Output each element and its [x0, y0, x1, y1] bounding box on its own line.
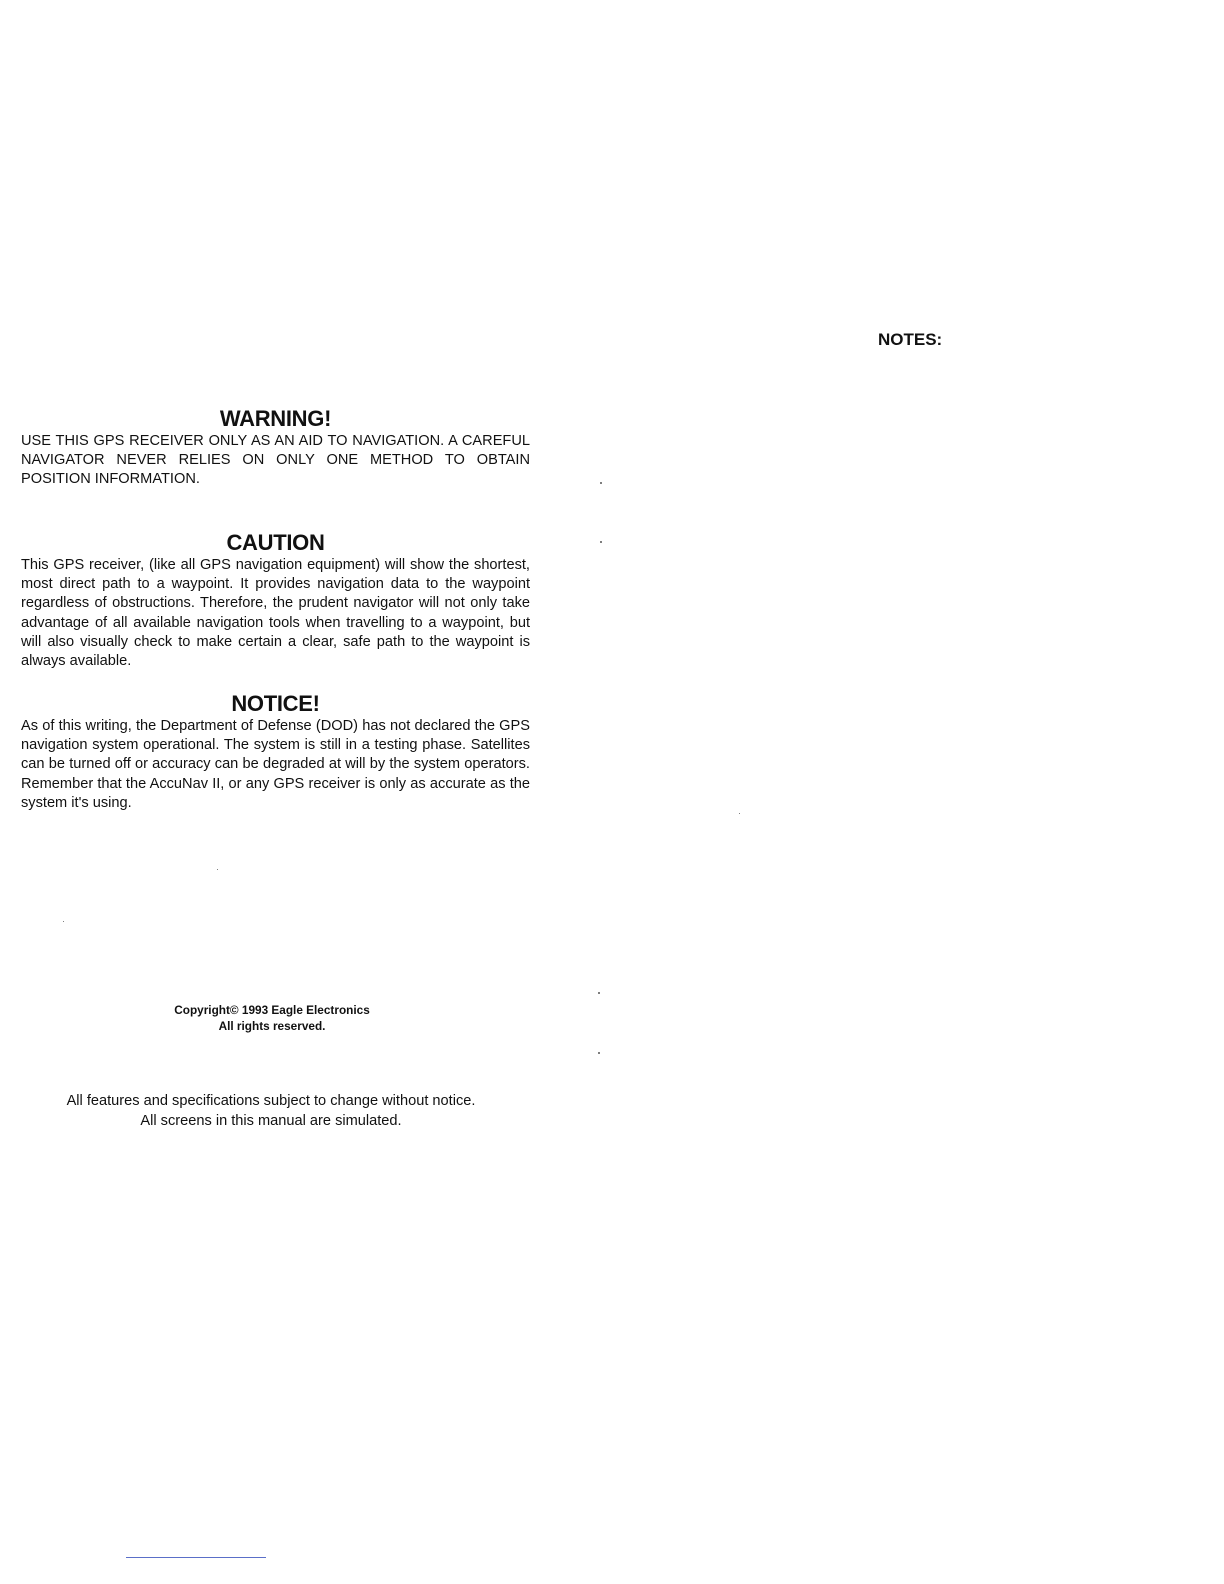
- warning-heading: WARNING!: [219, 406, 332, 431]
- warning-text: USE THIS GPS RECEIVER ONLY AS AN AID TO NAVIGATION. A CAREFUL NAVIGATOR NEVER RELIES ON ONLY ONE METHOD TO OBTAIN POSITION INFORMATION.: [21, 433, 530, 488]
- scan-speck: [739, 813, 740, 814]
- scan-speck: [598, 992, 600, 994]
- copyright-line: Copyright© 1993 Eagle Electronics: [174, 1003, 370, 1017]
- notice-text: As of this writing, the Department of Defense (DOD) has not declared the GPS navigation system operational. The system is still in a testing phase. Satellites can be turned off or accuracy can be degraded at will by the system operators. Remember that the AccuNav II, or any GPS receiver is only as accurate as the system it's using.: [21, 718, 530, 811]
- bottom-rule: [126, 1557, 266, 1558]
- scan-speck: [63, 921, 64, 922]
- disclaimer: [21, 1092, 521, 1131]
- caution-heading: CAUTION: [226, 530, 325, 555]
- notice-section: [21, 691, 530, 813]
- scan-speck: [600, 541, 602, 543]
- warning-section: [21, 406, 530, 490]
- notice-heading: NOTICE!: [231, 691, 320, 716]
- scan-speck: [598, 1052, 600, 1054]
- disclaimer-line-2: All screens in this manual are simulated.: [140, 1112, 402, 1129]
- disclaimer-line-1: All features and specifications subject to change without notice.: [66, 1093, 476, 1109]
- scan-speck: [600, 482, 602, 484]
- scan-speck: [217, 869, 218, 870]
- notes-heading: NOTES:: [878, 330, 943, 349]
- copyright-notice: [120, 1003, 424, 1034]
- caution-section: [21, 530, 530, 671]
- rights-line: All rights reserved.: [218, 1018, 326, 1033]
- caution-text: This GPS receiver, (like all GPS navigation equipment) will show the shortest, most direct path to a waypoint. It provides navigation data to the waypoint regardless of obstructions. Therefore, the prudent navigator will not only take advantage of all available navigation tools when travelling to a waypoint, but will also visually check to make certain a clear, safe path to the waypoint is always available.: [21, 557, 530, 670]
